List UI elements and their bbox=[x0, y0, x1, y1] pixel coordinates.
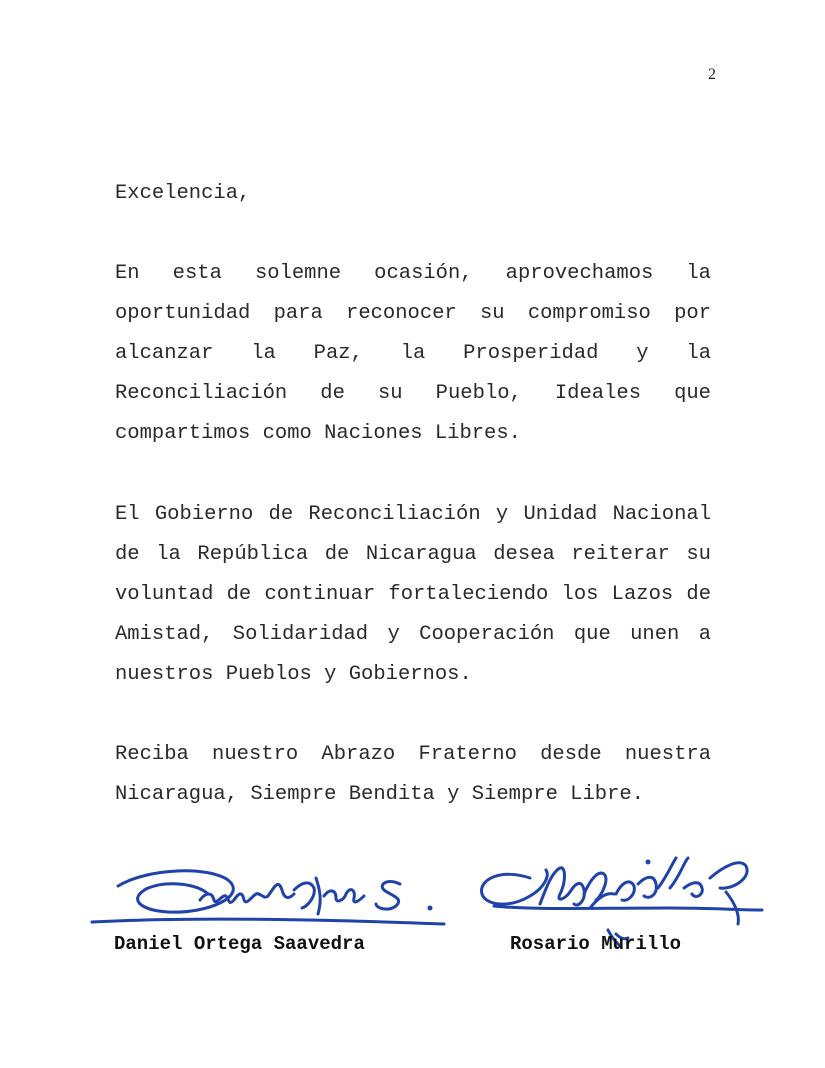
paragraph-1: En esta solemne ocasión, aprovechamos la oportunidad para reconocer su compromiso por alcanzar la Paz, la Prosperidad y la Reconciliación de su Pueblo, Ideales que compartimos como Naciones Libres. bbox=[115, 262, 711, 445]
signature-left-icon bbox=[88, 838, 448, 938]
signature-block-left bbox=[88, 838, 448, 958]
signer-name-left: Daniel Ortega Saavedra bbox=[114, 933, 365, 955]
paragraph-2: El Gobierno de Reconciliación y Unidad Nacional de la República de Nicaragua desea reiterar su voluntad de continuar fortaleciendo los Lazos de Amistad, Solidaridad y Cooperación que unen a nuestros Pueblos y Gobiernos. bbox=[115, 503, 711, 686]
signature-block-right bbox=[470, 838, 770, 958]
greeting: Excelencia, bbox=[115, 182, 251, 205]
page-number: 2 bbox=[708, 66, 716, 83]
paragraph-3: Reciba nuestro Abrazo Fraterno desde nuestra Nicaragua, Siempre Bendita y Siempre Libre. bbox=[115, 743, 711, 806]
signer-name-right: Rosario Murillo bbox=[510, 933, 682, 955]
